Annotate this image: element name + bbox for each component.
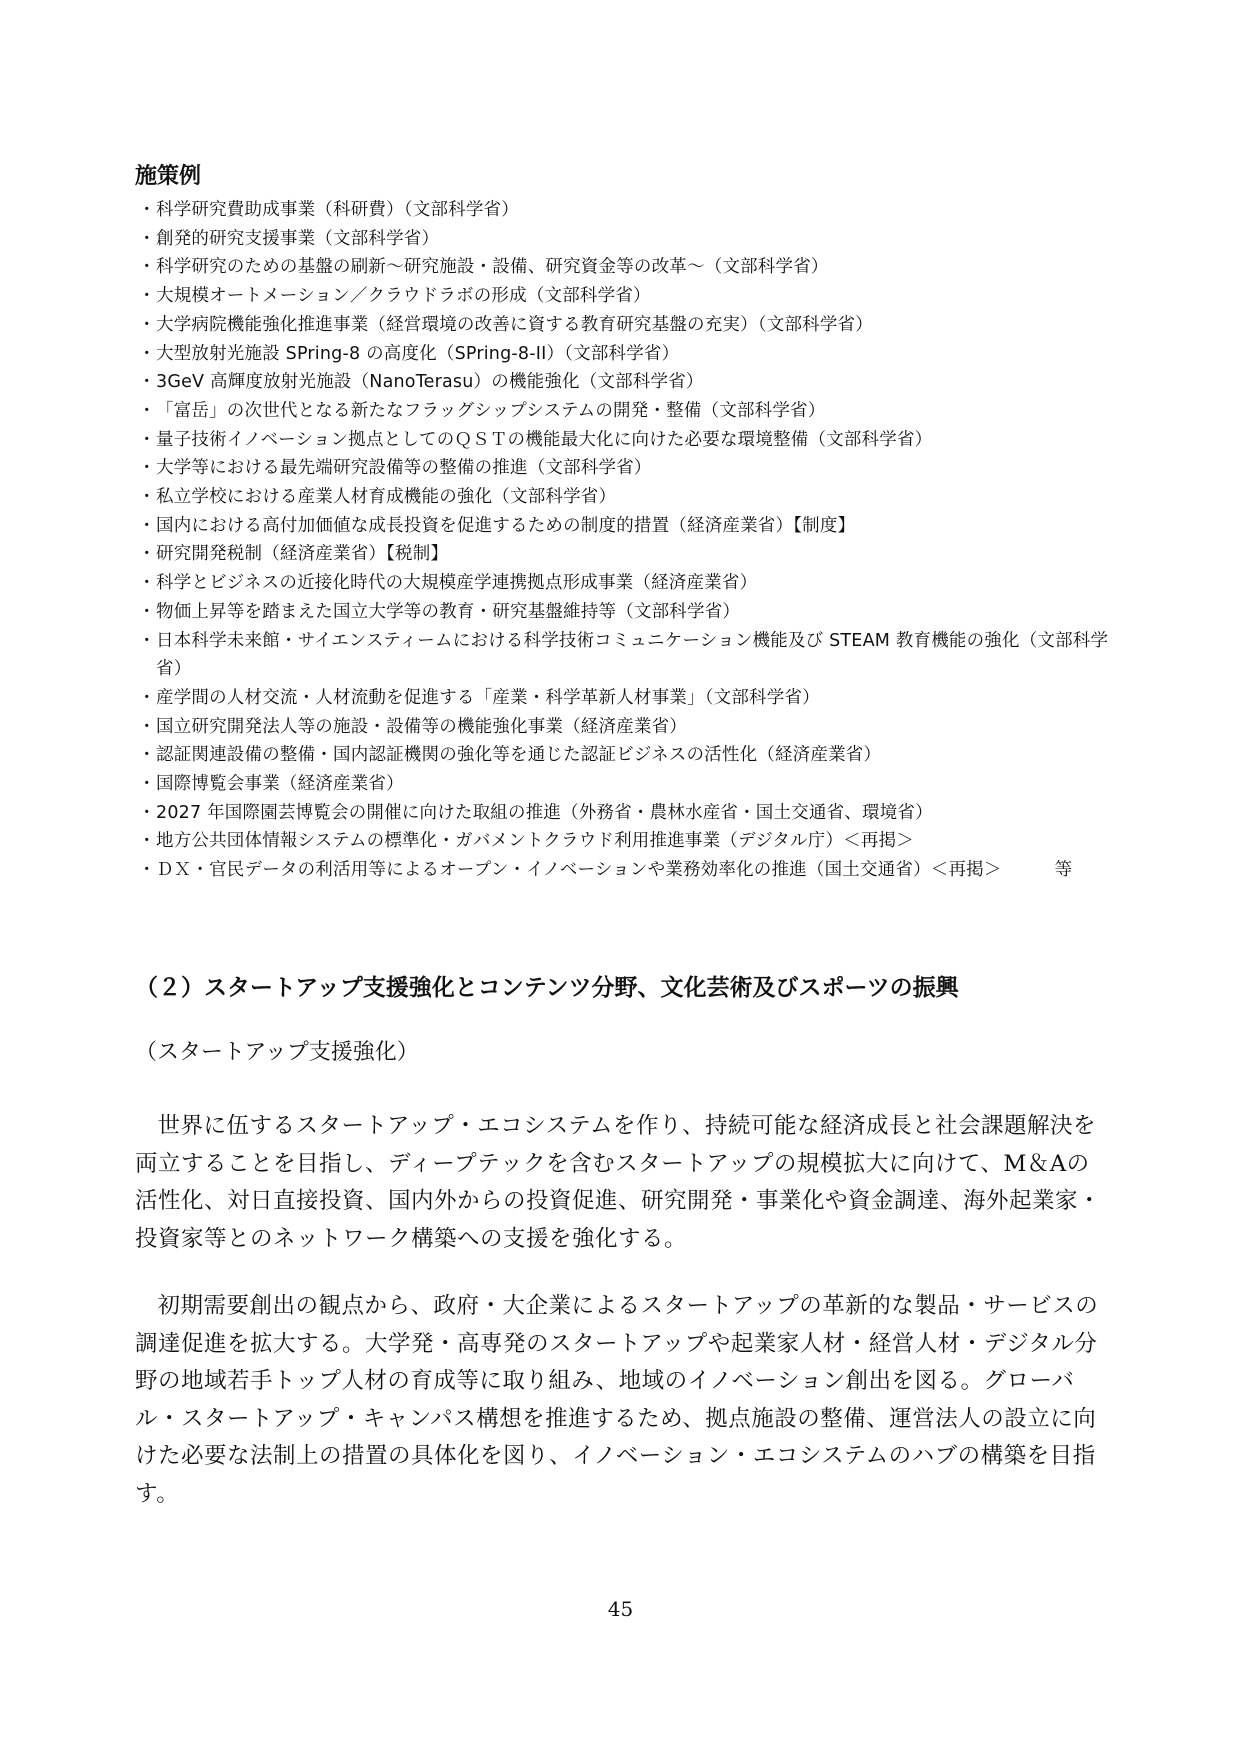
list-item-text: 3GeV 高輝度放射光施設（NanoTerasu）の機能強化（文部科学省） (156, 372, 704, 393)
list-item (138, 397, 1118, 426)
bullet: ・ (138, 630, 156, 651)
bullet: ・ (138, 515, 156, 536)
list-item-text: 大学病院機能強化推進事業（経営環境の改善に資する教育研究基盤の充実）（文部科学省） (156, 314, 873, 335)
bullet: ・ (138, 687, 156, 708)
bullet: ・ (138, 487, 156, 508)
list-item (138, 512, 1118, 541)
list-item-text: 科学とビジネスの近接化時代の大規模産学連携拠点形成事業（経済産業省） (156, 573, 758, 594)
bullet: ・ (138, 257, 156, 278)
list-item-text: 物価上昇等を踏まえた国立大学等の教育・研究基盤維持等（文部科学省） (156, 601, 741, 622)
list-item-text: 創発的研究支援事業（文部科学省） (156, 228, 440, 249)
list-item-text: 国内における高付加価値な成長投資を促進するための制度的措置（経済産業省）【制度】 (156, 515, 856, 536)
list-item-text: 大規模オートメーション／クラウドラボの形成（文部科学省） (156, 286, 651, 307)
list-item (138, 827, 1118, 856)
list-item (138, 225, 1118, 254)
list-item (138, 569, 1118, 598)
list-item-text: 大型放射光施設 SPring-8 の高度化（SPring-8-II）（文部科学省） (156, 343, 680, 364)
bullet: ・ (138, 314, 156, 335)
list-item-text: 認証関連設備の整備・国内認証機関の強化等を通じた認証ビジネスの活性化（経済産業省） (156, 745, 882, 766)
list-item-text: 国立研究開発法人等の施設・設備等の機能強化事業（経済産業省） (156, 716, 687, 737)
bullet: ・ (138, 544, 156, 565)
list-item-text: 国際博覧会事業（経済産業省） (156, 774, 404, 795)
list-item-text: ＤＸ・官民データの利活用等によるオープン・イノベーションや業務効率化の推進（国土交通省）＜再掲＞ 等 (156, 860, 1073, 881)
measures-list (138, 196, 1118, 885)
bullet: ・ (138, 400, 156, 421)
list-item (138, 483, 1118, 512)
list-item-text: 大学等における最先端研究設備等の整備の推進（文部科学省） (156, 458, 652, 479)
list-item (138, 253, 1118, 282)
list-item (138, 856, 1118, 885)
list-item-text: 科学研究のための基盤の刷新～研究施設・設備、研究資金等の改革～（文部科学省） (156, 257, 829, 278)
list-item (138, 282, 1118, 311)
list-item-text: 量子技術イノベーション拠点としてのＱＳＴの機能最大化に向けた必要な環境整備（文部科学省） (156, 429, 933, 450)
list-item (138, 540, 1118, 569)
bullet: ・ (138, 860, 156, 881)
list-item-text: 地方公共団体情報システムの標準化・ガバメントクラウド利用推進事業（デジタル庁）＜再掲＞ (156, 831, 914, 852)
list-item (138, 713, 1118, 742)
list-item-text: 研究開発税制（経済産業省）【税制】 (156, 544, 449, 565)
bullet: ・ (138, 458, 156, 479)
bullet: ・ (138, 228, 156, 249)
bullet: ・ (138, 573, 156, 594)
bullet: ・ (138, 429, 156, 450)
bullet: ・ (138, 831, 156, 852)
bullet: ・ (138, 716, 156, 737)
list-item (138, 368, 1118, 397)
body-paragraph: 初期需要創出の観点から、政府・大企業によるスタートアップの革新的な製品・サービスの調達促進を拡大する。大学発・高専発のスタートアップや起業家人材・経営人材・デジタル分野の地域若手トップ人材の育成等に取り組み、地域のイノベーション創出を図る。グローバル・スタートアップ・キャンパス構想を推進するため、拠点施設の整備、運営法人の設立に向けた必要な法制上の措置の具体化を図り、イノベーション・エコシステムのハブの構築を目指す。 (135, 1293, 1099, 1507)
list-item-text: 私立学校における産業人材育成機能の強化（文部科学省） (156, 487, 617, 508)
list-item (138, 311, 1118, 340)
bullet: ・ (138, 802, 156, 823)
list-item-text: 「富岳」の次世代となる新たなフラッグシップシステムの開発・整備（文部科学省） (156, 400, 826, 421)
bullet: ・ (138, 286, 156, 307)
list-item (138, 770, 1118, 799)
list-item-text: 科学研究費助成事業（科研費）（文部科学省） (156, 200, 519, 220)
list-item-text: 産学間の人材交流・人材流動を促進する「産業・科学革新人材事業」（文部科学省） (156, 687, 820, 708)
subheading: （スタートアップ支援強化） (135, 1040, 419, 1065)
list-item (138, 799, 1118, 828)
bullet: ・ (138, 745, 156, 766)
list-item (138, 627, 1118, 684)
section-title: 施策例 (135, 164, 202, 189)
bullet: ・ (138, 601, 156, 622)
list-item (138, 196, 1118, 225)
list-item (138, 741, 1118, 770)
list-item (138, 426, 1118, 455)
body-paragraph: 世界に伍するスタートアップ・エコシステムを作り、持続可能な経済成長と社会課題解決を両立することを目指し、ディープテックを含むスタートアップの規模拡大に向けて、M＆Aの活性化、対日直接投資、国内外からの投資促進、研究開発・事業化や資金調達、海外起業家・投資家等とのネットワーク構築への支援を強化する。 (135, 1113, 1102, 1252)
subsection-title: （２）スタートアップ支援強化とコンテンツ分野、文化芸術及びスポーツの振興 (135, 975, 959, 1001)
list-item (138, 598, 1118, 627)
list-item-text: 2027 年国際園芸博覧会の開催に向けた取組の推進（外務省・農林水産省・国土交通省、環境省） (156, 802, 933, 823)
list-item (138, 684, 1118, 713)
list-item (138, 454, 1118, 483)
bullet: ・ (138, 200, 156, 220)
bullet: ・ (138, 343, 156, 364)
list-item (138, 340, 1118, 369)
bullet: ・ (138, 774, 156, 795)
page-number: 45 (607, 1597, 634, 1621)
list-item-text: 日本科学未来館・サイエンスティームにおける科学技術コミュニケーション機能及び STEAM 教育機能の強化（文部科学省） (156, 630, 1109, 680)
bullet: ・ (138, 372, 156, 393)
